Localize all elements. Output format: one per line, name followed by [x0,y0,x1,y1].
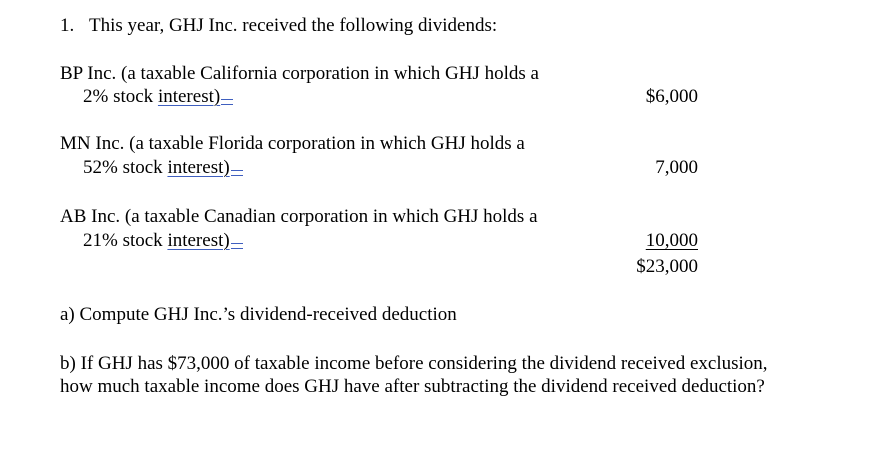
part-b-question-line2: how much taxable income does GHJ have after subtracting the dividend received deduction? [60,376,765,397]
dividend-description-line1: MN Inc. (a taxable Florida corporation in which GHJ holds a [60,133,525,154]
double-underline-mark [231,170,243,176]
part-a-question: a) Compute GHJ Inc.’s dividend-received deduction [60,304,457,325]
dividend-total: $23,000 [636,256,698,277]
stock-percent-text: 21% stock [83,230,168,251]
stock-percent-text: 2% stock [83,86,158,107]
interest-text: interest) [167,230,230,251]
dividend-description-line2 [83,157,243,179]
double-underline-mark [231,243,243,249]
dividend-amount: 7,000 [655,157,698,178]
question-heading [60,15,497,37]
dividend-amount [578,230,698,252]
stock-percent-text: 52% stock [83,157,168,178]
dividend-amount-value: 10,000 [645,230,698,251]
question-number: 1. [60,15,75,36]
double-underline-mark [221,99,233,105]
interest-text: interest) [167,157,230,178]
dividend-description-line2 [83,86,233,108]
dividend-description-line1: BP Inc. (a taxable California corporation in which GHJ holds a [60,63,539,84]
dividend-description-line2 [83,230,243,252]
dividend-description-line1: AB Inc. (a taxable Canadian corporation in which GHJ holds a [60,206,538,227]
part-b-question-line1: b) If GHJ has $73,000 of taxable income before considering the dividend received exclusion, [60,353,768,374]
interest-text: interest) [157,86,221,107]
dividend-amount: $6,000 [645,86,698,107]
question-intro: This year, GHJ Inc. received the following dividends: [89,15,498,36]
